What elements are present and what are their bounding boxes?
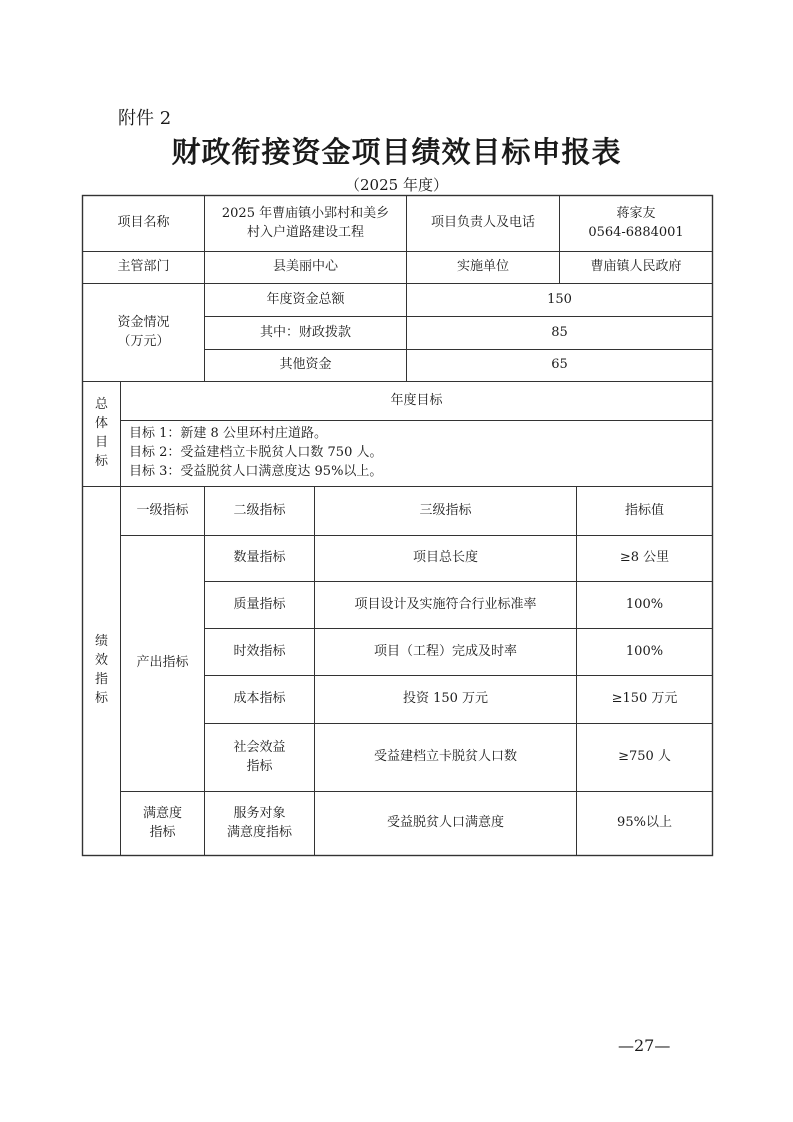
project-name-label: 项目名称	[117, 215, 170, 231]
header-value: 指标值	[624, 502, 664, 518]
indicator-level3: 项目（工程）完成及时率	[373, 643, 517, 659]
project-leader-value: 蒋家友 0564-6884001	[588, 205, 684, 240]
indicator-value: ≥150 万元	[611, 691, 678, 707]
goal-item: 目标 1：新建 8 公里环村庄道路。	[129, 426, 327, 442]
dept-label: 主管部门	[117, 259, 170, 275]
indicator-level3: 项目设计及实施符合行业标准率	[354, 596, 537, 612]
indicator-level2: 质量指标	[233, 596, 286, 612]
funds-fiscal-value: 85	[551, 324, 568, 340]
page-title: 财政衔接资金项目绩效目标申报表	[171, 135, 622, 169]
header-level1: 一级指标	[136, 502, 189, 518]
funds-total-label: 年度资金总额	[266, 291, 345, 307]
indicator-level3: 受益建档立卡脱贫人口数	[373, 749, 517, 765]
satisfaction-level1: 满意度 指标	[142, 805, 182, 840]
funds-total-value: 150	[547, 291, 572, 307]
project-name-value: 2025 年曹庙镇小郢村和美乡 村入户道路建设工程	[221, 205, 390, 240]
unit-label: 实施单位	[456, 259, 509, 275]
indicator-level2: 成本指标	[233, 691, 286, 707]
output-indicator-label: 产出指标	[136, 655, 189, 671]
funds-other-value: 65	[551, 357, 568, 373]
year-label: （2025 年度）	[345, 176, 448, 194]
indicator-value: ≥750 人	[618, 749, 671, 765]
indicator-value: 100%	[625, 596, 664, 612]
satisfaction-value: 95%以上	[617, 815, 672, 831]
header-level3: 三级指标	[419, 502, 472, 518]
header-level2: 二级指标	[233, 502, 286, 518]
dept-value: 县美丽中心	[272, 259, 338, 275]
overall-goals-label: 总 体 目 标	[94, 397, 108, 469]
satisfaction-level2: 服务对象 满意度指标	[226, 805, 292, 840]
project-leader-label: 项目负责人及电话	[430, 215, 535, 231]
goal-item: 目标 3：受益脱贫人口满意度达 95%以上。	[129, 463, 383, 479]
indicator-value: ≥8 公里	[619, 550, 670, 566]
funds-label: 资金情况 （万元）	[117, 314, 170, 349]
annual-goals-list	[121, 421, 712, 486]
satisfaction-level3: 受益脱贫人口满意度	[386, 815, 504, 831]
indicator-level2: 时效指标	[233, 643, 286, 659]
attachment-label: 附件 2	[118, 108, 172, 129]
annual-goals-header: 年度目标	[390, 392, 443, 408]
unit-value: 曹庙镇人民政府	[590, 259, 682, 275]
indicator-level2: 数量指标	[233, 550, 286, 566]
goal-item: 目标 2：受益建档立卡脱贫人口数 750 人。	[129, 445, 383, 461]
indicator-level2: 社会效益 指标	[233, 739, 286, 774]
indicator-value: 100%	[625, 643, 664, 659]
funds-fiscal-label: 其中：财政拨款	[259, 324, 351, 340]
performance-label: 绩 效 指 标	[94, 634, 108, 706]
indicator-level3: 投资 150 万元	[402, 691, 489, 707]
indicator-level3: 项目总长度	[412, 550, 478, 566]
funds-other-label: 其他资金	[279, 357, 332, 373]
page-number: —27—	[618, 1036, 671, 1055]
